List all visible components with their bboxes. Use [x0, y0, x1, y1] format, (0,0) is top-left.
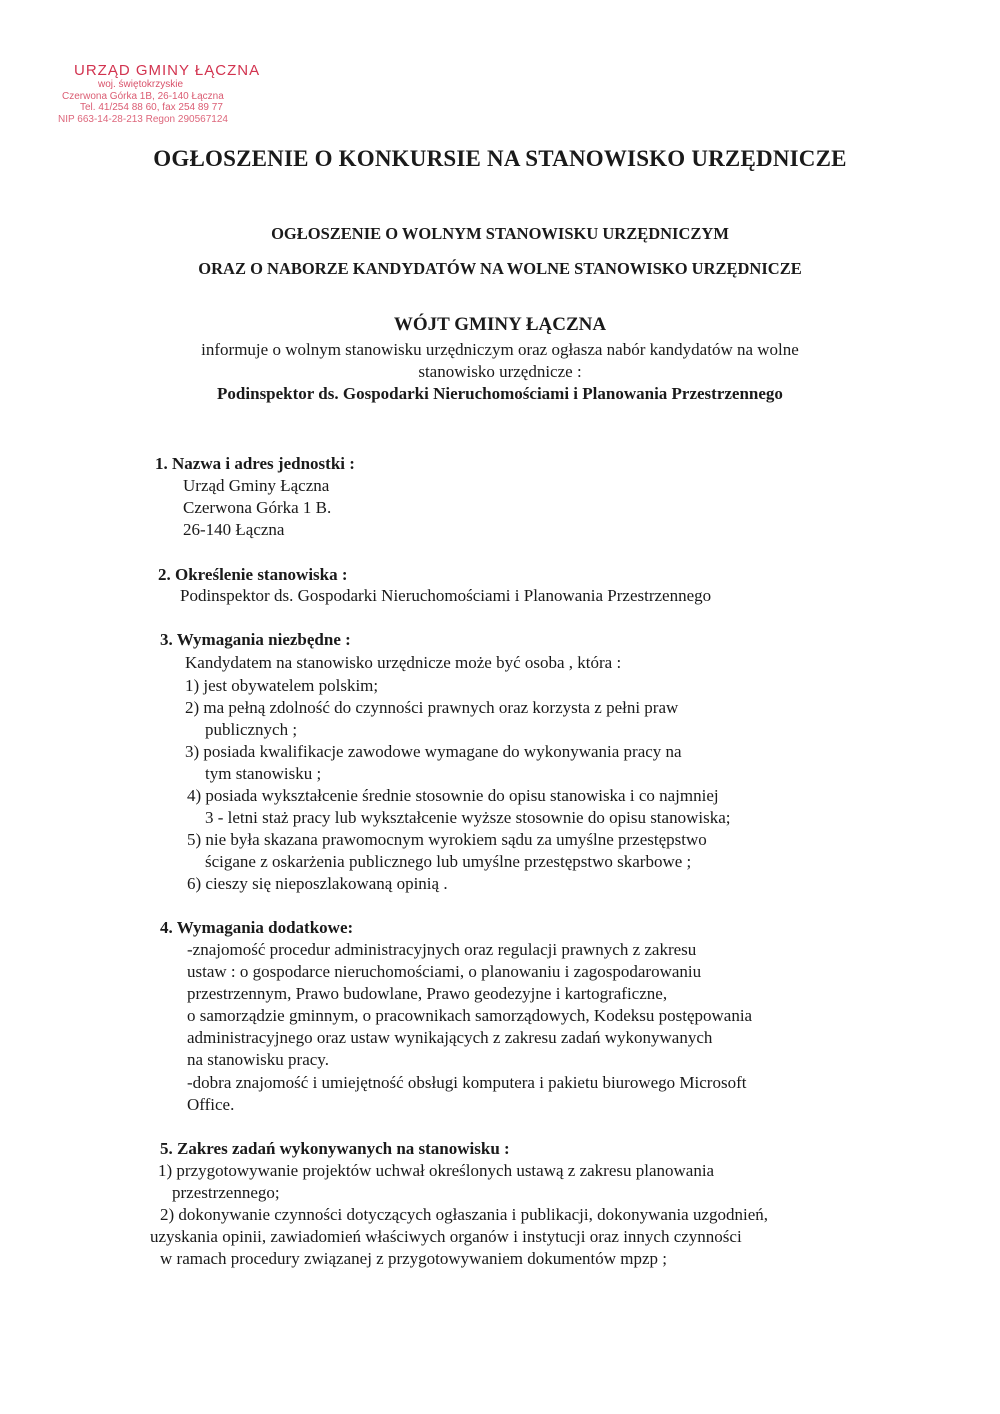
stamp-line: woj. świętokrzyskie: [98, 79, 184, 91]
requirement-item: 6) cieszy się nieposzlakowaną opinią .: [187, 874, 448, 893]
requirement-item-cont: tym stanowisku ;: [205, 764, 322, 783]
section-2-line: Podinspektor ds. Gospodarki Nieruchomościami i Planowania Przestrzennego: [180, 586, 712, 605]
position-title: Podinspektor ds. Gospodarki Nieruchomościami i Planowania Przestrzennego: [217, 384, 783, 403]
task-item-cont: przestrzennego;: [172, 1183, 280, 1202]
issuer-heading: WÓJT GMINY ŁĄCZNA: [393, 314, 607, 335]
requirement-item: 1) jest obywatelem polskim;: [185, 676, 379, 695]
requirement-item: 5) nie była skazana prawomocnym wyrokiem sądu za umyślne przestępstwo: [187, 830, 707, 849]
task-item-cont: uzyskania opinii, zawiadomień właściwych organów i instytucji oraz innych czynności: [150, 1227, 742, 1246]
section-1-heading: 1. Nazwa i adres jednostki :: [155, 454, 355, 473]
requirement-item-cont: publicznych ;: [205, 720, 298, 739]
section-3-heading: 3. Wymagania niezbędne :: [160, 630, 351, 649]
subtitle-1: OGŁOSZENIE O WOLNYM STANOWISKU URZĘDNICZYM: [271, 224, 729, 243]
stamp-line: URZĄD GMINY ŁĄCZNA: [74, 62, 261, 79]
section-1-line: Urząd Gminy Łączna: [183, 476, 330, 495]
office-stamp: [58, 62, 288, 125]
requirement-item: 4) posiada wykształcenie średnie stosownie do opisu stanowiska i co najmniej: [187, 786, 719, 805]
section-4-line: administracyjnego oraz ustaw wynikających z zakresu zadań wykonywanych: [187, 1028, 713, 1047]
section-4-heading: 4. Wymagania dodatkowe:: [160, 918, 354, 937]
requirement-item: 2) ma pełną zdolność do czynności prawnych oraz korzysta z pełni praw: [185, 698, 679, 717]
info-line-2: stanowisko urzędnicze :: [418, 362, 582, 381]
section-4-line: -dobra znajomość i umiejętność obsługi komputera i pakietu biurowego Microsoft: [187, 1073, 747, 1092]
section-4-line: Office.: [187, 1095, 235, 1114]
section-5-heading: 5. Zakres zadań wykonywanych na stanowisku :: [160, 1139, 510, 1158]
section-1-line: Czerwona Górka 1 B.: [183, 498, 332, 517]
section-4-line: na stanowisku pracy.: [187, 1050, 329, 1069]
section-2-heading: 2. Określenie stanowiska :: [158, 565, 348, 584]
section-4-line: o samorządzie gminnym, o pracownikach samorządowych, Kodeksu postępowania: [187, 1006, 753, 1025]
task-item: 2) dokonywanie czynności dotyczących ogłaszania i publikacji, dokonywania uzgodnień,: [160, 1205, 769, 1224]
section-3-intro: Kandydatem na stanowisko urzędnicze może być osoba , która :: [185, 653, 622, 672]
section-4-line: ustaw : o gospodarce nieruchomościami, o planowaniu i zagospodarowaniu: [187, 962, 702, 981]
requirement-item-cont: 3 - letni staż pracy lub wykształcenie wyższe stosownie do opisu stanowiska;: [205, 808, 731, 827]
requirement-item: 3) posiada kwalifikacje zawodowe wymagane do wykonywania pracy na: [185, 742, 682, 761]
requirement-item-cont: ścigane z oskarżenia publicznego lub umyślne przestępstwo skarbowe ;: [205, 852, 692, 871]
task-item-cont: w ramach procedury związanej z przygotowywaniem dokumentów mpzp ;: [160, 1249, 667, 1268]
stamp-line: Czerwona Górka 1B, 26-140 Łączna: [62, 90, 224, 102]
section-4-line: przestrzennym, Prawo budowlane, Prawo geodezyjne i kartograficzne,: [187, 984, 668, 1003]
subtitle-2: ORAZ O NABORZE KANDYDATÓW NA WOLNE STANOWISKO URZĘDNICZE: [198, 259, 802, 278]
task-item: 1) przygotowywanie projektów uchwał określonych ustawą z zakresu planowania: [158, 1161, 715, 1180]
section-4-line: -znajomość procedur administracyjnych oraz regulacji prawnych z zakresu: [187, 940, 697, 959]
info-line-1: informuje o wolnym stanowisku urzędniczym oraz ogłasza nabór kandydatów na wolne: [201, 340, 799, 359]
document-title: OGŁOSZENIE O KONKURSIE NA STANOWISKO URZĘDNICZE: [153, 146, 847, 171]
stamp-line: Tel. 41/254 88 60, fax 254 89 77: [80, 102, 223, 114]
stamp-line: NIP 663-14-28-213 Regon 290567124: [58, 113, 228, 125]
section-1-line: 26-140 Łączna: [183, 520, 285, 539]
